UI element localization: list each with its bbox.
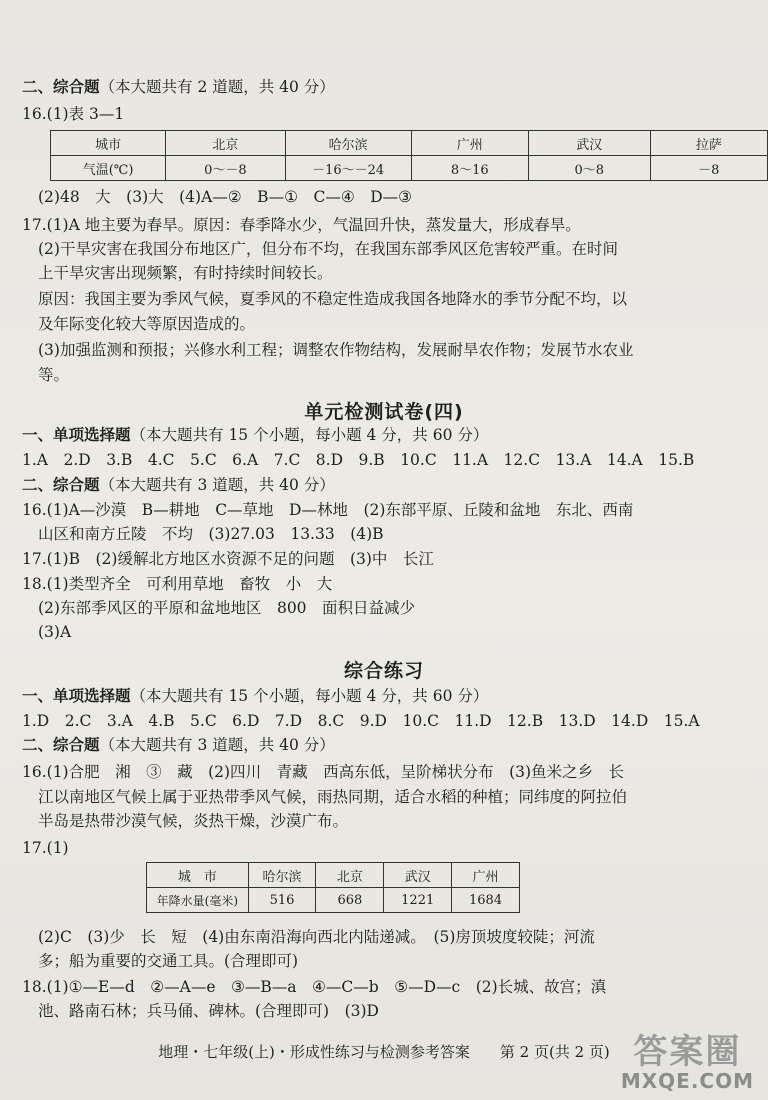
answer-line: (2)48 大 (3)大 (4)A—② B—① C—④ D—③: [38, 188, 413, 206]
table-cell: 1221: [384, 888, 452, 913]
table-header-row: [147, 863, 520, 888]
table-header-row: [51, 131, 768, 156]
answer-line: 半岛是热带沙漠气候，炎热干燥，沙漠广布。: [38, 812, 349, 830]
answer-line: 多；船为重要的交通工具。(合理即可): [38, 952, 299, 970]
watermark-text: 答案圈: [633, 1032, 742, 1072]
table-cell: 武汉: [528, 131, 650, 156]
table-cell: 拉萨: [650, 131, 767, 156]
table-cell: 0～－8: [166, 156, 286, 181]
section-label: 一、单项选择题: [22, 425, 131, 444]
answer-line: 17.(1)B (2)缓解北方地区水资源不足的问题 (3)中 长江: [22, 550, 434, 568]
answer-line: 等。: [38, 366, 70, 384]
table-cell: 武汉: [384, 863, 452, 888]
section-heading-comprehensive: [22, 77, 335, 97]
table-cell: 哈尔滨: [285, 131, 411, 156]
answer-line: 17.(1)A 地主要为春旱。原因：春季降水少，气温回升快，蒸发量大，形成春旱。: [22, 216, 581, 234]
answer-line: 上干旱灾害出现频繁，有时持续时间较长。: [38, 264, 333, 282]
table-row: [147, 888, 520, 913]
section-heading-choice: [22, 686, 488, 706]
section-heading-comprehensive: [22, 475, 335, 495]
answer-line: 17.(1): [22, 839, 69, 857]
page-footer: 地理・七年级(上)・形成性练习与检测参考答案 第 2 页(共 2 页): [158, 1043, 610, 1061]
section-heading-choice: [22, 425, 488, 445]
unit-test-title: 单元检测试卷(四): [304, 401, 464, 423]
table-cell: 1684: [452, 888, 520, 913]
table-cell: 8～16: [411, 156, 528, 181]
precipitation-table: [146, 862, 520, 913]
answer-line: 原因：我国主要为季风气候，夏季风的不稳定性造成我国各地降水的季节分配不均，以: [38, 290, 628, 308]
table-cell: 广州: [411, 131, 528, 156]
answer-line: 池、路南石林；兵马俑、碑林。(合理即可) (3)D: [38, 1002, 379, 1020]
section-label: 二、综合题: [22, 735, 100, 754]
answer-line: 1.A 2.D 3.B 4.C 5.C 6.A 7.C 8.D 9.B 10.C 11.A 12.C 13.A 14.A 15.B: [22, 451, 695, 469]
temperature-table: [50, 130, 768, 181]
section-note: （本大题共有 3 道题，共 40 分）: [99, 736, 335, 754]
section-note: （本大题共有 15 个小题，每小题 4 分，共 60 分）: [130, 687, 489, 705]
table-cell: 年降水量(毫米): [147, 888, 249, 913]
section-label: 二、综合题: [22, 77, 100, 96]
answer-line: (2)东部季风区的平原和盆地地区 800 面积日益减少: [38, 599, 416, 617]
table-cell: －8: [650, 156, 767, 181]
answer-line: 18.(1)①—E—d ②—A—e ③—B—a ④—C—b ⑤—D—c (2)长城、故宫；滇: [22, 978, 607, 996]
watermark-logo: [621, 1034, 754, 1092]
answer-line: 16.(1)合肥 湘 ③ 藏 (2)四川 青藏 西高东低，呈阶梯状分布 (3)鱼米之乡 长: [22, 763, 625, 781]
answer-line: (2)C (3)少 长 短 (4)由东南沿海向西北内陆递减。 (5)房顶坡度较陡；河流: [38, 928, 595, 946]
section-label: 二、综合题: [22, 475, 100, 494]
table-row: [51, 156, 768, 181]
table-cell: 0～8: [528, 156, 650, 181]
watermark-url: MXQE.COM: [620, 1069, 754, 1093]
table-cell: 668: [316, 888, 384, 913]
section-heading-comprehensive: [22, 735, 335, 755]
section-label: 一、单项选择题: [22, 686, 131, 705]
answer-line: 16.(1)A—沙漠 B—耕地 C—草地 D—林地 (2)东部平原、丘陵和盆地 东北、西南: [22, 501, 634, 519]
table-cell: 广州: [452, 863, 520, 888]
answer-line: (2)干旱灾害在我国分布地区广，但分布不均，在我国东部季风区危害较严重。在时间: [38, 240, 618, 258]
comprehensive-practice-title: 综合练习: [343, 660, 424, 682]
answer-line: (3)A: [38, 623, 72, 641]
answer-line: 江以南地区气候上属于亚热带季风气候，雨热同期，适合水稻的种植；同纬度的阿拉伯: [38, 788, 628, 806]
answer-line: 16.(1)表 3—1: [22, 105, 125, 123]
table-cell: 北京: [166, 131, 286, 156]
answer-line: 及年际变化较大等原因造成的。: [38, 315, 256, 333]
table-cell: －16～－24: [285, 156, 411, 181]
table-cell: 北京: [316, 863, 384, 888]
answer-line: 1.D 2.C 3.A 4.B 5.C 6.D 7.D 8.C 9.D 10.C 11.D 12.B 13.D 14.D 15.A: [22, 712, 700, 730]
table-cell: 气温(℃): [51, 156, 166, 181]
table-cell: 城 市: [147, 863, 249, 888]
section-note: （本大题共有 3 道题，共 40 分）: [99, 476, 335, 494]
answer-line: 山区和南方丘陵 不均 (3)27.03 13.33 (4)B: [38, 525, 384, 543]
answer-line: 18.(1)类型齐全 可利用草地 畜牧 小 大: [22, 575, 333, 593]
table-cell: 哈尔滨: [248, 863, 316, 888]
table-cell: 516: [248, 888, 316, 913]
section-note: （本大题共有 15 个小题，每小题 4 分，共 60 分）: [130, 426, 489, 444]
table-cell: 城市: [51, 131, 166, 156]
section-note: （本大题共有 2 道题，共 40 分）: [99, 78, 335, 96]
answer-line: (3)加强监测和预报；兴修水利工程；调整农作物结构，发展耐旱农作物；发展节水农业: [38, 341, 634, 359]
